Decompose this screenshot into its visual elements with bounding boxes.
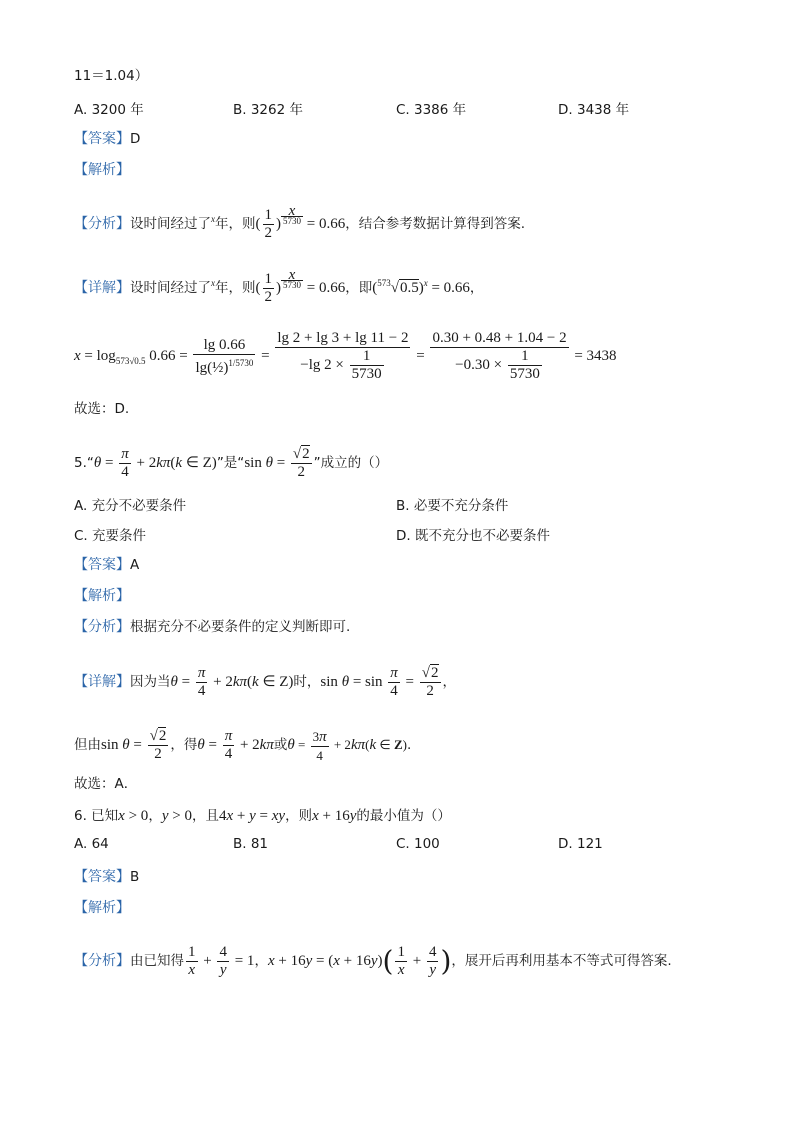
xiangjie-text: ，即 (345, 280, 373, 296)
q5-option-b: B. 必要不充分条件 (396, 498, 509, 514)
q6-stem: 6. 已知x > 0，y > 0，且4x + y = xy，则x + 16y的最小值为（） (74, 808, 451, 824)
q4-jiexi-tag: 【解析】 (74, 162, 130, 178)
q6-option-a: A. 64 (74, 836, 109, 852)
question-number: 6. 已知 (74, 808, 119, 824)
xiangjie-text: 年，则 (215, 280, 256, 296)
stem-text: “ (86, 454, 94, 471)
fenxi-tag: 【分析】 (74, 619, 130, 635)
root-formula: $(^{573}√0.5)^x = 0.66$ (372, 278, 470, 296)
stem-text: 的最小值为（） (356, 808, 451, 824)
fenxi-text: ，展开后再利用基本不等式可得答案. (451, 952, 672, 969)
xiangjie-text: 设时间经过了 (130, 280, 211, 296)
q5-conclusion: 故选：A． (74, 776, 138, 792)
answer-value: D (130, 131, 141, 147)
fenxi-text: 根据充分不必要条件的定义判断即可. (130, 619, 351, 635)
q6-option-c: C. 100 (396, 836, 440, 852)
fenxi-text: ， (254, 952, 268, 969)
xiangjie-text: . (406, 736, 412, 753)
q4-log-calculation: $x = \log_{573√0.5} 0.66$ = $\frac{\lg 0.66}{\lg(\frac{1}{2})^{1/5730}}$ = lg 2 + lg 3 + lg 11 − 2 −lg 2 × $\frac{1}{5730}$ = 0.30 + 0.48 + 1.04 − 2 −0.30 × $\frac{1}{5730}$ = 3438 (74, 330, 617, 382)
xiangjie-text: ，得 (170, 736, 198, 753)
q4-conclusion: 故选：D. (74, 401, 130, 417)
xiangjie-text: 但由 (74, 736, 101, 753)
answer-value: A (130, 557, 140, 573)
q6-jiexi-tag: 【解析】 (74, 900, 130, 916)
q4-answer-line (74, 129, 140, 149)
xiangjie-text: 时， (293, 673, 321, 690)
xiangjie-text: 或 (273, 736, 288, 753)
q4-xiangjie-line: 【详解】设时间经过了$^x$年，则( $\frac{1}{2}$ ) $^{x 5730}$ = 0.66，即$(^{573}√0.5)^x = 0.66$， (74, 267, 484, 306)
q5-option-a: A. 充分不必要条件 (74, 498, 187, 514)
answer-value: B (130, 869, 140, 885)
answer-tag: 【答案】 (74, 557, 130, 573)
half-power-formula: ( $\frac{1}{2}$ ) $^{x 5730}$ = 0.66 (255, 267, 346, 306)
q5-answer-line (74, 555, 139, 575)
q4-option-b: B. 3262 年 (233, 102, 303, 118)
q4-fenxi-line: 【分析】设时间经过了$^x$年，则( $\frac{1}{2}$ ) $^{x 5730}$ = 0.66，结合参考数据计算得到答案. (74, 203, 526, 242)
q4-option-a: A. 3200 年 (74, 102, 144, 118)
q5-option-d: D. 既不充分也不必要条件 (396, 528, 550, 544)
half-power-formula: ( $\frac{1}{2}$ ) $^{x 5730}$ = 0.66 (255, 203, 346, 242)
q6-fenxi-line: 【分析】由已知得 $\frac{1}{x}$ + $\frac{4}{y}$ = 1，x + 16y = (x + 16y)( $\frac{1}{x}$ + $\frac{4}{y}$ )，展开后再利用基本不等式可得答案. (74, 944, 672, 978)
q5-line2: 但由sin θ = $\frac{√2}{2}$ ，得θ = $\frac{\pi}{4}$ + 2kπ或θ = $\frac{3\pi}{4}$ + 2kπ(k ∈ Z). (74, 728, 412, 763)
q5-stem: 5.“θ = $\frac{\pi}{4}$ + 2kπ(k ∈ Z)”是“sin θ = $\frac{√2}{2}$ ”成立的（） (74, 446, 389, 480)
xiangjie-tag: 【详解】 (74, 673, 130, 690)
question-number: 5. (74, 454, 87, 471)
fenxi-text: ，结合参考数据计算得到答案. (345, 216, 526, 232)
xiangjie-text: ， (469, 280, 484, 296)
xiangjie-text: ， (442, 673, 456, 690)
fenxi-text: 由已知得 (130, 952, 184, 969)
q4-option-c: C. 3386 年 (396, 102, 467, 118)
q5-fenxi-line (74, 617, 350, 637)
stem-text: ， (148, 808, 162, 824)
stem-text: ，则 (285, 808, 313, 824)
stem-text: ”成立的（） (313, 454, 389, 471)
stem-text: ”是“ (216, 454, 245, 471)
q6-option-d: D. 121 (558, 836, 603, 852)
q4-option-d: D. 3438 年 (558, 102, 630, 118)
xiangjie-tag: 【详解】 (74, 280, 130, 296)
q5-option-c: C. 充要条件 (74, 528, 147, 544)
stem-text: ，且 (191, 808, 219, 824)
fenxi-tag: 【分析】 (74, 216, 130, 232)
q5-xiangjie-line: 【详解】因为当θ = $\frac{\pi}{4}$ + 2kπ(k ∈ Z)时，sin θ = sin $\frac{\pi}{4}$ = $\frac{√2}{2}$ ， (74, 665, 456, 699)
q5-jiexi-tag: 【解析】 (74, 588, 130, 604)
fenxi-tag: 【分析】 (74, 952, 130, 969)
answer-tag: 【答案】 (74, 131, 130, 147)
q6-option-b: B. 81 (233, 836, 269, 852)
answer-tag: 【答案】 (74, 869, 130, 885)
q4-continuation: 11＝1.04） (74, 68, 149, 84)
fenxi-text: 设时间经过了 (130, 216, 211, 232)
q6-answer-line (74, 867, 139, 887)
fenxi-text: 年，则 (215, 216, 256, 232)
xiangjie-text: 因为当 (130, 673, 171, 690)
